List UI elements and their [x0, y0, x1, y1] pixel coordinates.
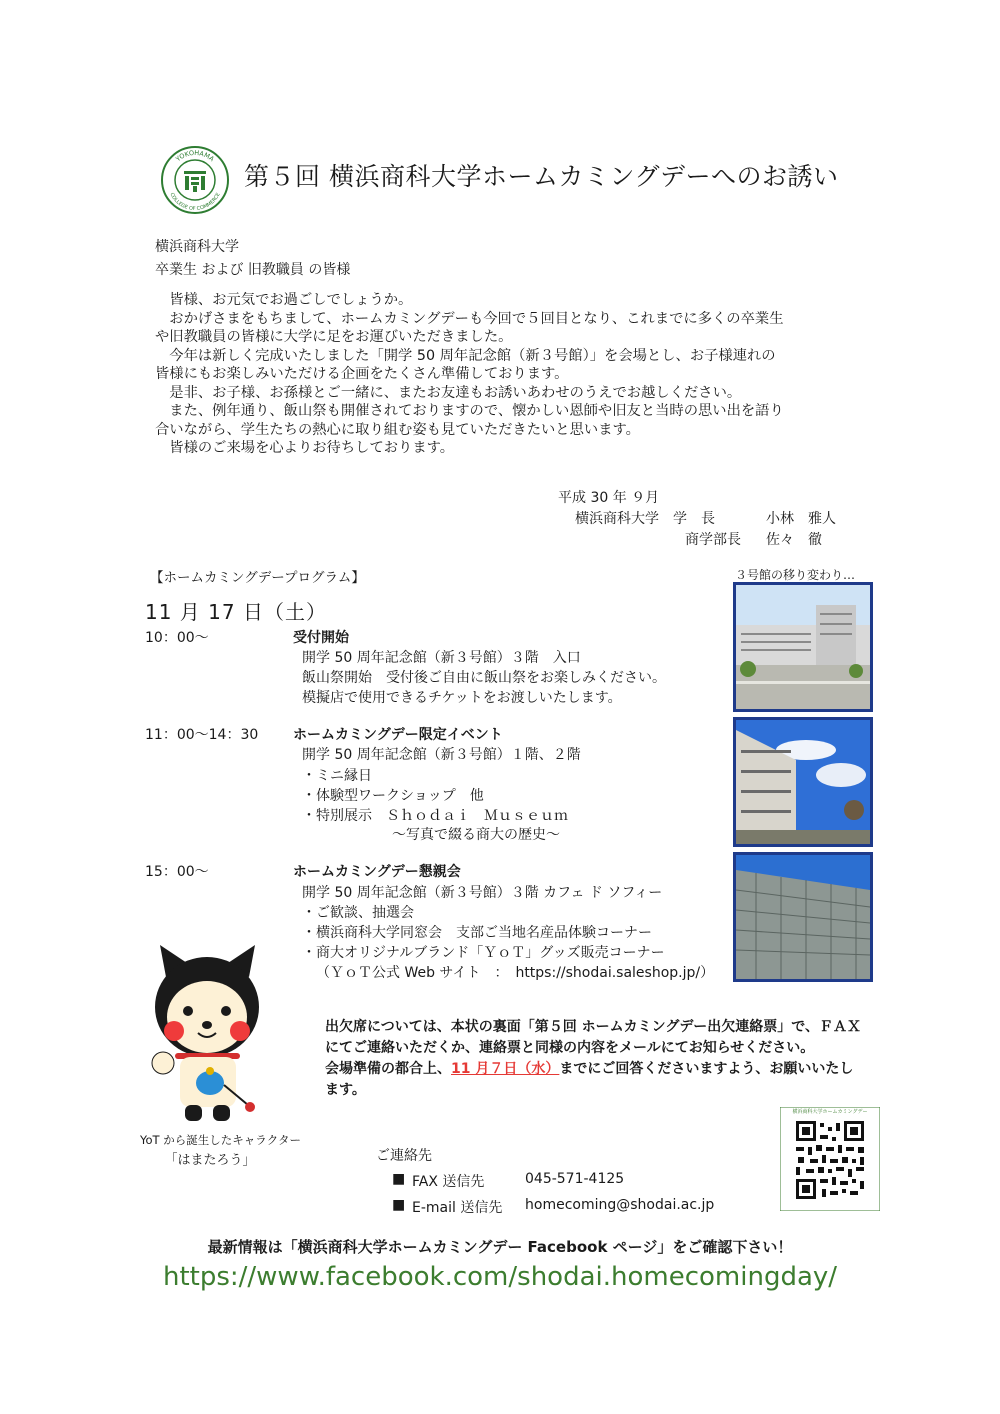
body-paragraph-continued: 皆様にもお楽しみいただける企画をたくさん準備しております。 [155, 366, 569, 382]
session-detail: ・特別展示 Ｓｈｏｄａｉ Ｍｕｓｅｕｍ [302, 808, 568, 824]
building-photo-construction [733, 717, 873, 847]
response-deadline: 11 月７日（水） [451, 1061, 560, 1077]
signature-org: 横浜商科大学 学 長 [575, 511, 715, 527]
email-address[interactable]: homecoming@shodai.ac.jp [525, 1197, 715, 1213]
program-heading: 【ホームカミングデープログラム】 [150, 570, 365, 586]
notice-text: 会場準備の都合上、 [325, 1061, 451, 1077]
notice-deadline-line [325, 1059, 865, 1101]
body-paragraph: また、例年通り、飯山祭も開催されておりますので、懐かしい恩師や旧友と当時の思い出を語り [169, 403, 784, 419]
hamataro-character [150, 945, 265, 1130]
body-paragraph: 今年は新しく完成いたしました「開学 50 周年記念館（新３号館）」を会場とし、お子様連れの [169, 347, 776, 364]
fax-number: 045-571-4125 [525, 1171, 625, 1187]
signature-president-name: 小林 雅人 [766, 511, 836, 527]
session-time: 11：00～14：30 [145, 727, 259, 743]
address-line-1: 横浜商科大学 [155, 239, 239, 255]
body-paragraph: 皆様のご来場を心よりお待ちしております。 [169, 440, 455, 456]
signature-date: 平成 30 年 ９月 [558, 490, 660, 506]
fax-label: FAX 送信先 [412, 1174, 485, 1190]
seal-text-top: YOKOHAMA [174, 148, 216, 164]
signature-dean-name: 佐々 徹 [766, 532, 822, 548]
body-paragraph: 是非、お子様、お孫様とご一緒に、またお友達もお誘いあわせのうえでお越しください。 [169, 384, 742, 401]
session-detail: （ＹｏＴ公式 Web サイト ： https://shodai.saleshop.jp/） [316, 965, 715, 981]
body-paragraph-continued: 合いながら、学生たちの熱心に取り組む姿も見ていただきたいと思います。 [155, 421, 640, 438]
qr-code[interactable] [780, 1107, 880, 1211]
session-detail: 開学 50 周年記念館（新３号館）３階 入口 [302, 650, 581, 666]
attendance-notice [325, 1017, 865, 1101]
session-detail: ・ご歓談、抽選会 [302, 905, 414, 921]
building-photo-new [733, 852, 873, 982]
college-seal-logo [160, 145, 230, 215]
photo-caption: ３号館の移り変わり… [735, 568, 856, 582]
notice-text: までにご回答くださいますよう、お願いいたします。 [325, 1061, 854, 1098]
session-title: ホームカミングデー懇親会 [293, 864, 461, 880]
session-detail: 飯山祭開始 受付後ご自由に飯山祭をお楽しみください。 [302, 670, 666, 686]
address-line-2: 卒業生 および 旧教職員 の皆様 [155, 262, 351, 278]
body-paragraph: 皆様、お元気でお過ごしでしょうか。 [169, 292, 413, 308]
qr-frame-text: 横浜商科大学ホームカミングデー [792, 1109, 868, 1115]
session-detail: ・商大オリジナルブランド「ＹｏＴ」グッズ販売コーナー [302, 945, 665, 961]
session-detail: 模擬店で使用できるチケットをお渡しいたします。 [302, 690, 622, 706]
session-time: 15：00～ [145, 864, 209, 880]
email-label: E-mail 送信先 [412, 1200, 503, 1216]
session-detail: 開学 50 周年記念館（新３号館）１階、２階 [302, 747, 581, 763]
square-bullet-icon: ■ [392, 1171, 406, 1187]
session-detail: ・横浜商科大学同窓会 支部ご当地名産品体験コーナー [302, 925, 652, 941]
building-photo-old [733, 582, 873, 712]
event-date: 11 月 17 日（土） [145, 600, 327, 624]
character-caption: YoT から誕生したキャラクター [140, 1133, 301, 1147]
session-title: ホームカミングデー限定イベント [293, 727, 503, 743]
character-name: 「はまたろう」 [164, 1153, 256, 1168]
page-title: 第５回 横浜商科大学ホームカミングデーへのお誘い [244, 162, 839, 191]
session-detail: ・体験型ワークショップ 他 [302, 788, 484, 804]
session-detail: ・ミニ縁日 [302, 768, 372, 784]
session-detail: ～写真で綴る商大の歴史～ [392, 827, 560, 843]
seal-text-bottom: COLLEGE OF COMMERCE [168, 191, 222, 213]
invitation-body [155, 291, 865, 458]
notice-text: 出欠席については、本状の裏面「第５回 ホームカミングデー出欠連絡票」で、ＦＡＸにてご連絡いただくか、連絡票と同様の内容をメールにてお知らせください。 [325, 1019, 862, 1056]
signature-dean-title: 商学部長 [685, 532, 741, 548]
svg-text:COLLEGE OF COMMERCE [168, 192, 221, 212]
contact-heading: ご連絡先 [376, 1148, 432, 1164]
facebook-url-link[interactable]: https://www.facebook.com/shodai.homecomingday/ [162, 1262, 838, 1292]
session-title: 受付開始 [293, 630, 349, 646]
session-time: 10：00～ [145, 630, 209, 646]
facebook-notice: 最新情報は「横浜商科大学ホームカミングデー Facebook ページ」をご確認下さい！ [207, 1238, 793, 1256]
body-paragraph: おかげさまをもちまして、ホームカミングデーも今回で５回目となり、これまでに多くの卒業生 [169, 310, 784, 327]
body-paragraph-continued: や旧教職員の皆様に大学に足をお運びいただきました。 [155, 329, 513, 345]
session-detail: 開学 50 周年記念館（新３号館）３階 カフェ ド ソフィー [302, 885, 663, 901]
square-bullet-icon: ■ [392, 1197, 406, 1213]
